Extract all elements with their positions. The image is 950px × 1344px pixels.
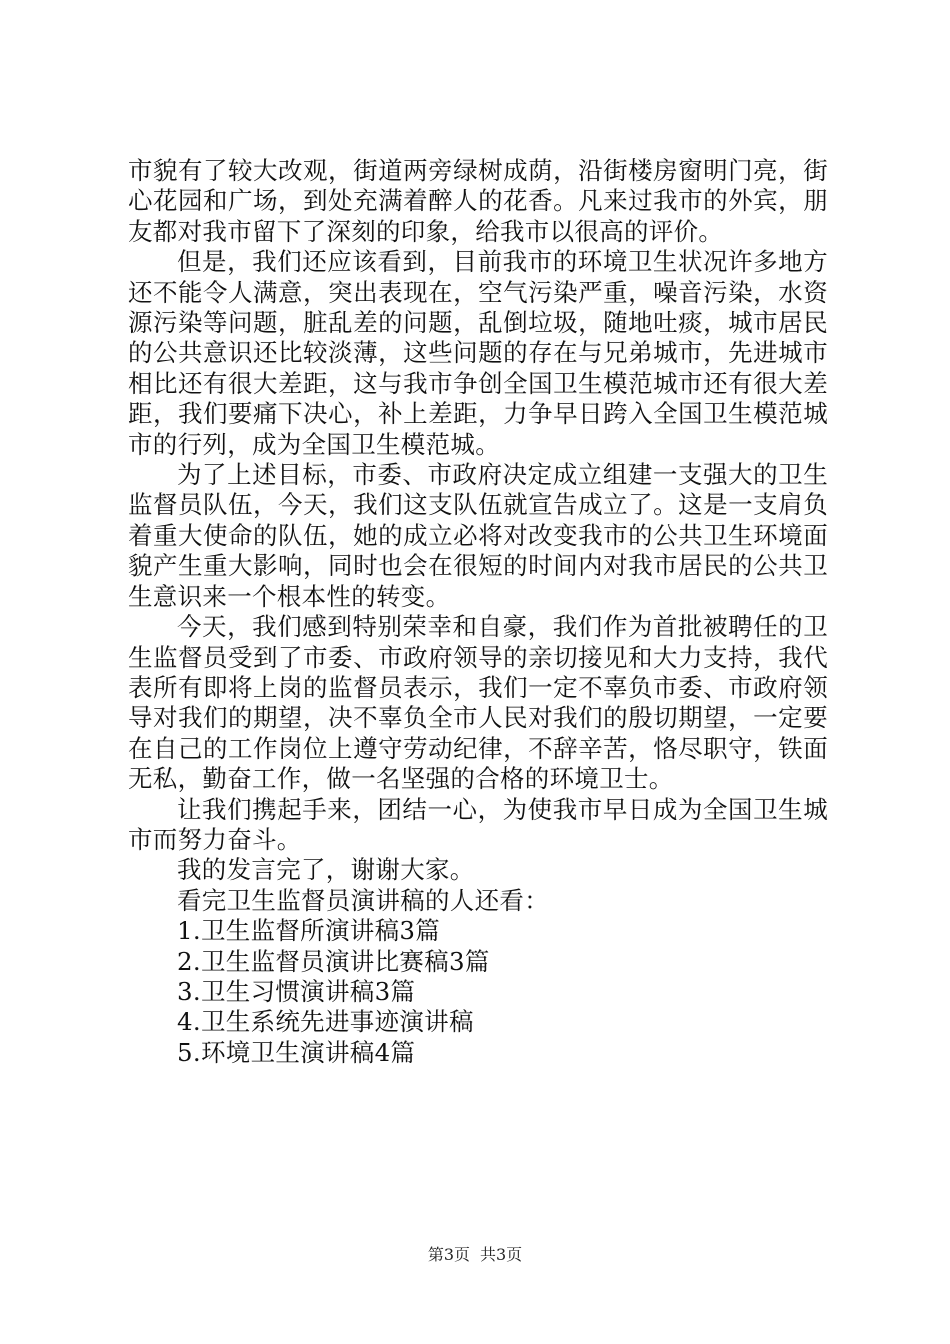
paragraph-2: 但是，我们还应该看到，目前我市的环境卫生状况许多地方还不能令人满意，突出表现在，空气污染严重，噪音污染，水资源污染等问题，脏乱差的问题，乱倒垃圾，随地吐痰，城市居民的公共意识还比较淡薄，这些问题的存在与兄弟城市，先进城市相比还有很大差距，这与我市争创全国卫生模范城市还有很大差距，我们要痛下决心，补上差距，力争早日跨入全国卫生模范城市的行列，成为全国卫生模范城。 — [128, 247, 828, 459]
paragraph-3: 为了上述目标，市委、市政府决定成立组建一支强大的卫生监督员队伍，今天，我们这支队伍就宣告成立了。这是一支肩负着重大使命的队伍，她的成立必将对改变我市的公共卫生环境面貌产生重大影响，同时也会在很短的时间内对我市居民的公共卫生意识来一个根本性的转变。 — [128, 460, 828, 611]
document-body — [128, 156, 828, 1068]
related-list — [128, 916, 828, 1068]
paragraph-1: 市貌有了较大改观，街道两旁绿树成荫，沿街楼房窗明门亮，街心花园和广场，到处充满着醉人的花香。凡来过我市的外宾，朋友都对我市留下了深刻的印象，给我市以很高的评价。 — [128, 156, 828, 246]
related-item-5[interactable]: 5.环境卫生演讲稿4篇 — [177, 1037, 416, 1067]
related-item-4[interactable]: 4.卫生系统先进事迹演讲稿 — [177, 1007, 474, 1037]
closing-line: 我的发言完了，谢谢大家。 — [177, 855, 475, 885]
related-heading: 看完卫生监督员演讲稿的人还看： — [177, 885, 549, 915]
related-item-3[interactable]: 3.卫生习惯演讲稿3篇 — [177, 976, 416, 1006]
paragraph-5: 让我们携起手来，团结一心，为使我市早日成为全国卫生城市而努力奋斗。 — [128, 794, 828, 854]
page-footer — [0, 1245, 950, 1265]
related-item-1[interactable]: 1.卫生监督所演讲稿3篇 — [177, 916, 441, 946]
paragraph-4: 今天，我们感到特别荣幸和自豪，我们作为首批被聘任的卫生监督员受到了市委、市政府领导的亲切接见和大力支持，我代表所有即将上岗的监督员表示，我们一定不辜负市委、市政府领导对我们的期望，决不辜负全市人民对我们的殷切期望，一定要在自己的工作岗位上遵守劳动纪律，不辞辛苦，恪尽职守，铁面无私，勤奋工作，做一名坚强的合格的环境卫士。 — [128, 612, 828, 794]
page-number-total: 共3页 — [480, 1245, 523, 1264]
page-number-current: 第3页 — [427, 1245, 470, 1264]
related-item-2[interactable]: 2.卫生监督员演讲比赛稿3篇 — [177, 946, 490, 976]
